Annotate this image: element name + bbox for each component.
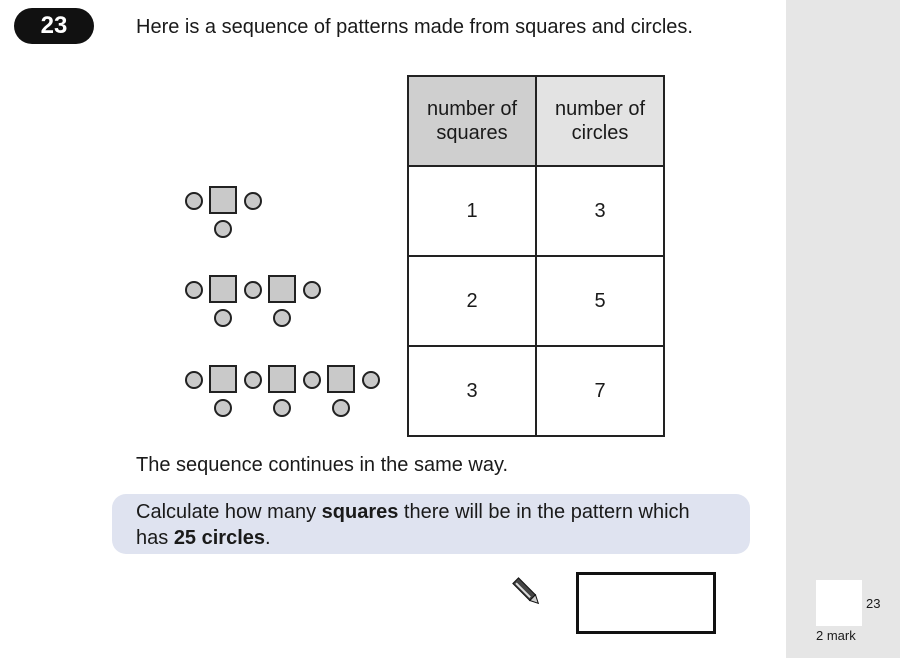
square-shape (209, 365, 237, 393)
marks-label: 2 mark (816, 628, 856, 643)
cell-squares: 3 (408, 346, 536, 436)
circle-shape (362, 371, 380, 389)
task-text: . (265, 527, 271, 549)
square-shape (268, 275, 296, 303)
table-row (408, 346, 664, 436)
mark-box (816, 580, 862, 626)
table-header-row (408, 76, 664, 166)
cell-circles: 3 (536, 166, 664, 256)
circle-shape (244, 371, 262, 389)
cell-squares: 1 (408, 166, 536, 256)
sequence-continues-text: The sequence continues in the same way. (136, 454, 509, 476)
margin-question-number: 23 (866, 596, 881, 611)
circle-shape (214, 399, 232, 417)
marking-margin (786, 0, 900, 658)
cell-circles: 7 (536, 346, 664, 436)
circle-shape (214, 220, 232, 238)
header-number-of-squares: number of squares (408, 76, 536, 166)
circle-shape (303, 371, 321, 389)
task-instruction (112, 494, 750, 554)
square-shape (327, 365, 355, 393)
task-text: Calculate how many (136, 501, 322, 523)
table-row (408, 256, 664, 346)
circle-shape (332, 399, 350, 417)
answer-box[interactable] (576, 572, 716, 634)
circle-shape (244, 192, 262, 210)
circle-shape (303, 281, 321, 299)
circle-shape (244, 281, 262, 299)
circle-shape (185, 192, 203, 210)
circle-shape (214, 309, 232, 327)
task-bold-squares: squares (321, 501, 399, 523)
circle-shape (185, 371, 203, 389)
header-number-of-circles: number of circles (536, 76, 664, 166)
task-bold-circles: 25 circles (173, 527, 266, 549)
sequence-table (407, 75, 665, 437)
task-text: there will be in the pattern which has (136, 501, 690, 549)
question-intro: Here is a sequence of patterns made from squares and circles. (136, 16, 693, 38)
square-shape (268, 365, 296, 393)
cell-squares: 2 (408, 256, 536, 346)
table-row (408, 166, 664, 256)
circle-shape (273, 309, 291, 327)
square-shape (209, 186, 237, 214)
pencil-icon (512, 574, 542, 610)
cell-circles: 5 (536, 256, 664, 346)
circle-shape (185, 281, 203, 299)
square-shape (209, 275, 237, 303)
circle-shape (273, 399, 291, 417)
question-number-badge: 23 (14, 8, 94, 44)
